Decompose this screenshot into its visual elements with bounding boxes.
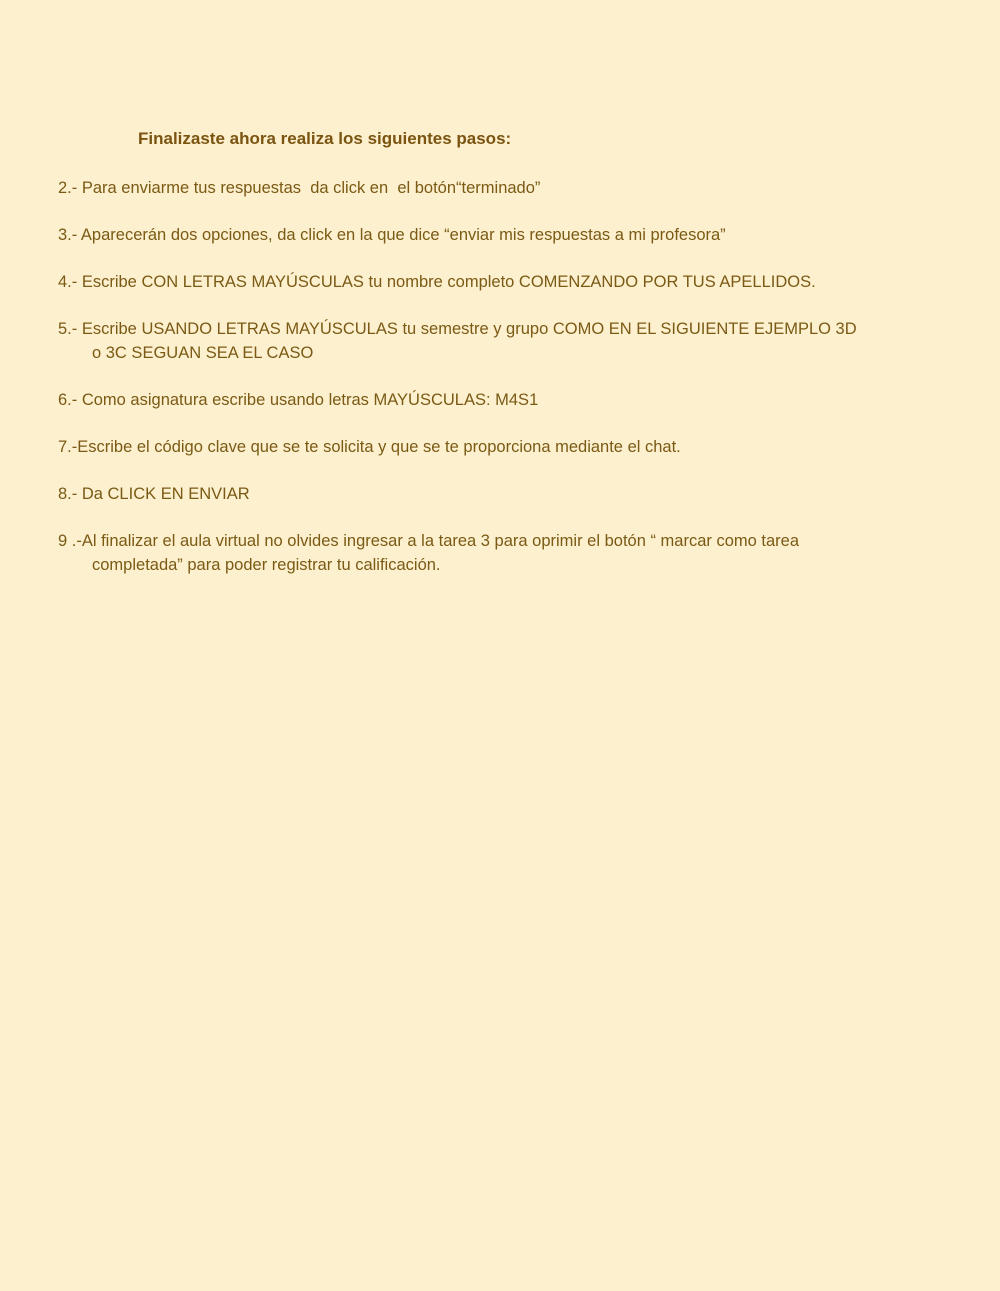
step-item: 2.- Para enviarme tus respuestas da click en el botón“terminado”	[58, 179, 541, 197]
instructions-heading: Finalizaste ahora realiza los siguientes pasos:	[138, 129, 512, 148]
step-item: 8.- Da CLICK EN ENVIAR	[58, 485, 250, 503]
step-item: 7.-Escribe el código clave que se te solicita y que se te proporciona mediante el chat.	[58, 438, 681, 456]
step-item: 9 .-Al finalizar el aula virtual no olvides ingresar a la tarea 3 para oprimir el botón “ marcar como tarea completada” para poder registrar tu calificación.	[58, 532, 804, 574]
step-item: 4.- Escribe CON LETRAS MAYÚSCULAS tu nombre completo COMENZANDO POR TUS APELLIDOS.	[58, 273, 816, 291]
step-item: 6.- Como asignatura escribe usando letras MAYÚSCULAS: M4S1	[58, 391, 539, 409]
instructions-list	[58, 176, 862, 600]
step-item: 5.- Escribe USANDO LETRAS MAYÚSCULAS tu semestre y grupo COMO EN EL SIGUIENTE EJEMPLO 3D o 3C SEGUAN SEA EL CASO	[58, 320, 862, 362]
step-item: 3.- Aparecerán dos opciones, da click en la que dice “enviar mis respuestas a mi profesora”	[58, 226, 726, 244]
